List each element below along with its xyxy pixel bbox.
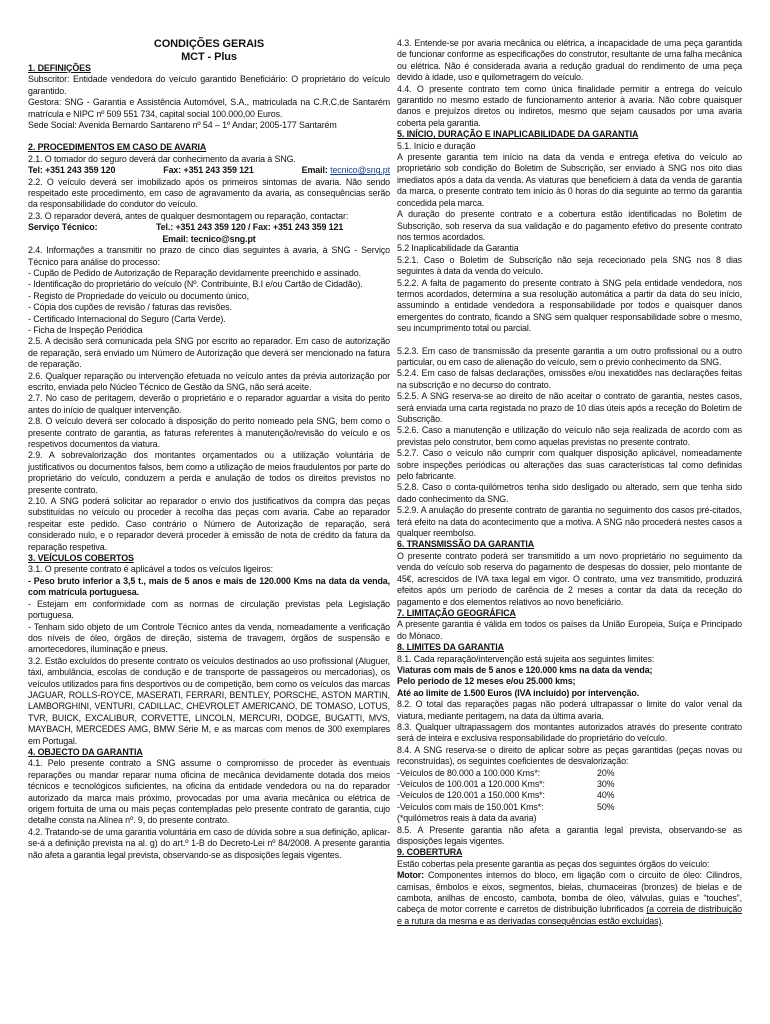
paragraph: A presente garantia é válida em todos os países da União Europeia, Suíça e Principado do Mónaco. xyxy=(397,619,742,641)
left-column xyxy=(28,38,390,861)
paragraph: 5.2.5. A SNG reserva-se ao direito de não aceitar o contrato de garantia, nestes casos, será enviada uma carta registada no prazo de 10 dias úteis após a receção do Boletim de Subscrição. xyxy=(397,391,742,424)
paragraph: A presente garantia tem início na data da venda e entrega efetiva do veículo ao proprietário sob condição do Boletim de Subscrição, ser enviado à SNG nos oito dias imediatos após a data da venda. As viaturas que beneficiem à data da venda de garantia da marca, o presente contrato tem início às 0 horas do dia seguinte ao termo da garantia concedida pela marca. xyxy=(397,152,742,208)
paragraph: 5.2.6. Caso a manutenção e utilização do veículo não seja realizada de acordo com as previstas pelo construtor, bem como aquelas previstas no presente contrato. xyxy=(397,425,742,447)
section-8-heading: 8. LIMITES DA GARANTIA xyxy=(397,642,504,653)
section-5-heading: 5. INÍCIO, DURAÇÃO E INAPLICABILIDADE DA GARANTIA xyxy=(397,129,639,140)
depreciation-value: 40% xyxy=(597,790,615,801)
paragraph: 4.4. O presente contrato tem como única finalidade permitir a entrega do veículo garantido no mesmo estado de funcionamento anterior à avaria. Não cobre quaisquer danos e prejuízos diretos ou indiretos, mesmo que sejam causados por uma avaria coberta pela garantia. xyxy=(397,83,742,128)
limit-line: Até ao limite de 1.500 Euros (IVA incluído) por intervenção. xyxy=(397,687,640,698)
paragraph: 2.4. Informações a transmitir no prazo de cinco dias seguintes à avaria, à SNG - Serviço Técnico para análise do processo: xyxy=(28,245,390,267)
paragraph: Estão cobertas pela presente garantia as peças dos seguintes órgãos do veículo: xyxy=(397,858,710,869)
paragraph: 2.9. A sobrevalorização dos montantes orçamentados ou a utilização voluntária de justificativos ou documentos falsos, bem como a utilização de meios fraudulentos por parte do proprietário do veículo, conduzem a perda e anulação de todos os direitos previstos no presente contrato. xyxy=(28,450,390,495)
paragraph: 5.2.8. Caso o conta-quilómetros tenha sido desligado ou alterado, sem que tenha sido dado conhecimento da SNG. xyxy=(397,482,742,504)
spacer xyxy=(28,131,390,142)
paragraph: 5.2.4. Em caso de falsas declarações, omissões e/ou inexatidões nas declarações feitas na subscrição e no decurso do contrato. xyxy=(397,368,742,390)
service-email: Email: tecnico@sng.pt xyxy=(162,233,256,244)
motor-text: Componentes internos do bloco, em ligação com o circuito de óleo: Cilindros, camisas, êmbolos e eixos, segmentos, bielas, chumaceiras (bronzes) de bielas e de cambota, anilhas de encosto, cambota, bomba de óleo, válvulas, guias e “touches”, cabeça de motor corrente e carretos de distribuição lubrificados xyxy=(397,870,742,915)
motor-end: . xyxy=(661,915,664,926)
section-1-heading: 1. DEFINIÇÕES xyxy=(28,63,91,73)
paragraph: 5.2.1. Caso o Boletim de Subscrição não seja rececionado pela SNG nos 8 dias seguintes à data da venda do veículo. xyxy=(397,254,742,277)
list-item: - Certificado Internacional do Seguro (Carta Verde). xyxy=(28,313,226,324)
paragraph: 4.3. Entende-se por avaria mecânica ou elétrica, a incapacidade de uma peça garantida de funcionar conforme as especificações do construtor, resultante de uma falha mecânica ou elétrica. Não é considerada avaria a redução gradual do rendimento de uma peça devido à idade, uso e quilometragem do veículo. xyxy=(397,38,742,83)
section-3-heading: 3. VEÍCULOS COBERTOS xyxy=(28,553,134,564)
paragraph: 2.6. Qualquer reparação ou intervenção efetuada no veículo antes da prévia autorização por escrito, enviada pelo Núcleo Técnico de Gestão da SNG, não será aceite. xyxy=(28,370,390,392)
depreciation-row xyxy=(397,768,742,779)
paragraph: 4.2. Tratando-se de uma garantia voluntária em caso de dúvida sobre a sua definição, aplicar-se-á a definição prevista na al. g) do art.º 1-B do Decreto-Lei nº 84/2008. A presente garantia não afeta a garantia legal prevista, observando-se as disposições legais vigentes. xyxy=(28,826,390,860)
paragraph: 2.7. No caso de peritagem, deverão o proprietário e o reparador aguardar a visita do perito antes do início de qualquer intervenção. xyxy=(28,393,390,415)
list-item: - Identificação do proprietário do veículo (Nº. Contribuinte, B.I e/ou Cartão de Cidadão). xyxy=(28,279,363,290)
paragraph: 5.2.7. Caso o veículo não cumprir com qualquer disposição aplicável, nomeadamente sobre inspeções periódicas ou alterações das suas características tal como definidas pelo fabricante. xyxy=(397,448,742,482)
depreciation-label: -Veículos de 100.001 a 120.000 Kms*: xyxy=(397,779,545,789)
note: (*quilómetros reais à data da avaria) xyxy=(397,813,537,824)
contact-fax: Fax: +351 243 359 121 xyxy=(163,165,254,176)
paragraph: 2.8. O veículo deverá ser colocado à disposição do perito nomeado pela SNG, bem como o presente contrato de garantia, as faturas referentes à manutenção/revisão do veículo e os respetivos documentos da viatura. xyxy=(28,416,390,449)
paragraph: 8.5. A Presente garantia não afeta a garantia legal prevista, observando-se as disposições legais vigentes. xyxy=(397,824,742,847)
paragraph: 3.1. O presente contrato é aplicável a todos os veículos ligeiros: xyxy=(28,564,273,575)
right-column xyxy=(397,38,742,927)
depreciation-row xyxy=(397,779,742,790)
document-subtitle: MCT - Plus xyxy=(181,50,237,63)
paragraph: 4.1. Pelo presente contrato a SNG assume o compromisso de proceder às eventuais reparações ou mandar reparar numa oficina de mecânica devidamente dotada dos meios técnicos e tecnológicos suficientes, na oficina da entidade vendedora ou na do reparador autorizado da marca mais próximo, provocadas por uma avaria mecânica ou elétrica de origem fortuita de uma ou mais peças contempladas pelo presente contrato de garantia, cujo detalhe consta na Alínea nº. 9, do presente contrato. xyxy=(28,758,390,826)
service-line xyxy=(28,222,390,233)
motor-exclusion: (a correia de distribuição e a rutura da mesma e as derivadas consequências estão excluídas) xyxy=(397,904,742,926)
paragraph: - Estejam em conformidade com as normas de circulação previstas pela Legislação portuguesa. xyxy=(28,598,390,621)
list-item: - Registo de Propriedade do veículo ou documento único, xyxy=(28,290,249,301)
limit-line: Viaturas com mais de 5 anos e 120.000 kms na data da venda; xyxy=(397,664,653,675)
depreciation-row xyxy=(397,790,742,801)
section-9-heading: 9. COBERTURA xyxy=(397,847,463,858)
paragraph: 5.2.2. A falta de pagamento do presente contrato à SNG pela entidade vendedora, nos termos acordados, determina a sua resolução automática a partir da data do seu início, assumindo a entidade vendedora a responsabilidade por todos e quaisquer danos emergentes do contrato, ficando a SNG sem qualquer responsabilidade sobre o mesmo, seu incumprimento total ou parcial. xyxy=(397,277,742,334)
paragraph: 8.1. Cada reparação/intervenção está sujeita aos seguintes limites: xyxy=(397,653,655,664)
service-label: Serviço Técnico: xyxy=(28,222,98,233)
paragraph: Subscritor: Entidade vendedora do veículo garantido Beneficiário: O proprietário do veículo garantido. xyxy=(28,74,390,96)
service-tel: Tel.: +351 243 359 120 / Fax: +351 243 359 121 xyxy=(156,222,344,233)
depreciation-value: 30% xyxy=(597,779,615,789)
paragraph: 2.5. A decisão será comunicada pela SNG por escrito ao reparador. Em caso de autorização de reparação, será enviado um Número de Autorização que deverá ser mencionado na fatura de reparação. xyxy=(28,336,390,370)
contact-tel: Tel: +351 243 359 120 xyxy=(28,165,116,176)
contact-line xyxy=(28,165,390,176)
paragraph: 2.2. O veículo deverá ser imobilizado após os primeiros sintomas de avaria. Não sendo respeitado este procedimento, em caso de agravamento da avaria, as consequências serão da responsabilidade do condutor do veículo. xyxy=(28,176,390,210)
paragraph: O presente contrato poderá ser transmitido a um novo proprietário no seguimento da venda do veículo sob reserva do pagamento de despesas do dossier, pelo montante de 45€, acrescidos de IVA taxa legal em vigor. O contrato, uma vez transmitido, produzirá efeitos após um período de carência de 2 meses a contar da data da receção do pagamento e dos elementos relativos ao novo beneficiário. xyxy=(397,550,742,607)
depreciation-label: -Veículos com mais de 150.001 Kms*: xyxy=(397,801,544,812)
paragraph: 2.10. A SNG poderá solicitar ao reparador o envio dos justificativos da compra das peças substituídas no veículo ou proceder à recolha das peças com avaria. Cabe ao reparador respeitar este pedido. Caso contrário o Número de Autorização de reparação, será considerado nulo, e o reparador deverá proceder à emissão de nota de crédito da fatura da reparação respetiva. xyxy=(28,496,390,552)
paragraph: Gestora: SNG - Garantia e Assistência Automóvel, S.A., matriculada na C.R.C.de Santarém matrícula e NIPC nº 509 551 734, capital social 100.000,00 Euros. xyxy=(28,97,390,119)
paragraph: 8.3. Qualquer ultrapassagem dos montantes autorizados através do presente contrato será de inteira e exclusiva responsabilidade do proprietário do veículo. xyxy=(397,721,742,744)
section-7-heading: 7. LIMITAÇÃO GEOGRÁFICA xyxy=(397,607,516,618)
section-4-heading: 4. OBJECTO DA GARANTIA xyxy=(28,746,143,757)
list-item: - Ficha de Inspeção Periódica xyxy=(28,324,143,335)
motor-label: Motor: xyxy=(397,870,425,881)
paragraph: 5.2.3. Em caso de transmissão da presente garantia a um outro profissional ou a outro particular, ou em caso de alienação do veículo, sem o prévio conhecimento da SNG. xyxy=(397,345,742,367)
paragraph: 8.2. O total das reparações pagas não poderá ultrapassar o limite do valor venal da viatura, mediante peritagem, na data da última avaria. xyxy=(397,699,742,721)
section-2-heading: 2. PROCEDIMENTOS EM CASO DE AVARIA xyxy=(28,142,207,153)
paragraph: 2.3. O reparador deverá, antes de qualquer desmontagem ou reparação, contactar: xyxy=(28,210,349,221)
contact-email-link[interactable]: tecnico@sng.pt xyxy=(330,165,390,176)
list-item: - Cupão de Pedido de Autorização de Reparação devidamente preenchido e assinado. xyxy=(28,267,361,278)
paragraph: 5.2 Inaplicabilidade da Garantia xyxy=(397,243,519,254)
section-6-heading: 6. TRANSMISSÃO DA GARANTIA xyxy=(397,539,535,550)
paragraph: 3.2. Estão excluídos do presente contrato os veículos destinados ao uso profissional (Aluguer, táxi, ambulância, escolas de condução e de transporte de passageiros ou mercadorias), os veículos utilizados para fins desportivos ou de competição, bem como os veículos das marcas JAGUAR, ROLLS-ROYCE, MASERATI, FERRARI, BENTLEY, PORSCHE, ASTON MARTIN, LAMBORGHINI, VENTURI, CADILLAC, CHEVROLET AMERICANO, DE TOMASO, LOTUS, TVR, BUICK, EXCALIBUR, CORVETTE, LINCOLN, MERCURI, DODGE, BUGATTI, MVS, MAYBACH, MERCEDES AMG, BMW Série M, e as marcas com menos de 300 exemplares em Portugal. xyxy=(28,655,390,746)
depreciation-row xyxy=(397,802,742,813)
paragraph: 5.1. Início e duração xyxy=(397,140,476,151)
document-title: CONDIÇÕES GERAIS xyxy=(153,38,265,50)
paragraph: 8.4. A SNG reserva-se o direito de aplicar sobre as peças garantidas (peças novas ou reconstruídas), os seguintes coeficientes de desvalorização: xyxy=(397,744,742,767)
depreciation-label: -Veículos de 120.001 a 150.000 Kms*: xyxy=(397,790,545,801)
paragraph: A duração do presente contrato e a cobertura estão identificadas no Boletim de Subscrição, sob reserva da sua validação e do pagamento efetivo do presente contrato nos termos acordados. xyxy=(397,209,742,242)
contact-email-label: Email: xyxy=(301,165,328,176)
list-item: - Cópia dos cupões de revisão / faturas das revisões. xyxy=(28,302,232,313)
limit-line: Pelo período de 12 meses e/ou 25.000 kms; xyxy=(397,676,576,687)
depreciation-label: -Veículos de 80.000 a 100.000 Kms*: xyxy=(397,767,541,778)
motor-paragraph xyxy=(397,870,742,927)
paragraph: 5.2.9. A anulação do presente contrato de garantia no seguimento dos casos pré-citados, terá efeito na data do acontecimento que a motiva. A SNG não procederá nestes casos a qualquer reembolso. xyxy=(397,505,742,539)
spacer xyxy=(397,335,742,346)
depreciation-value: 20% xyxy=(597,767,615,778)
paragraph: 2.1. O tomador do seguro deverá dar conhecimento da avaria à SNG. xyxy=(28,153,296,164)
depreciation-value: 50% xyxy=(597,801,615,812)
paragraph: - Peso bruto inferior a 3,5 t., mais de 5 anos e mais de 120.000 Kms na data da venda, com matrícula portuguesa. xyxy=(28,575,390,598)
contact-email-group xyxy=(302,165,390,176)
paragraph: Sede Social: Avenida Bernardo Santareno nº 54 – 1º Andar; 2005-177 Santarém xyxy=(28,120,337,131)
paragraph: - Tenham sido objeto de um Controle Técnico antes da venda, nomeadamente a verificação dos níveis de óleo, órgãos de direção, sistema de travagem, órgãos de suspensão e amortecedores, iluminação e pneus. xyxy=(28,621,390,655)
